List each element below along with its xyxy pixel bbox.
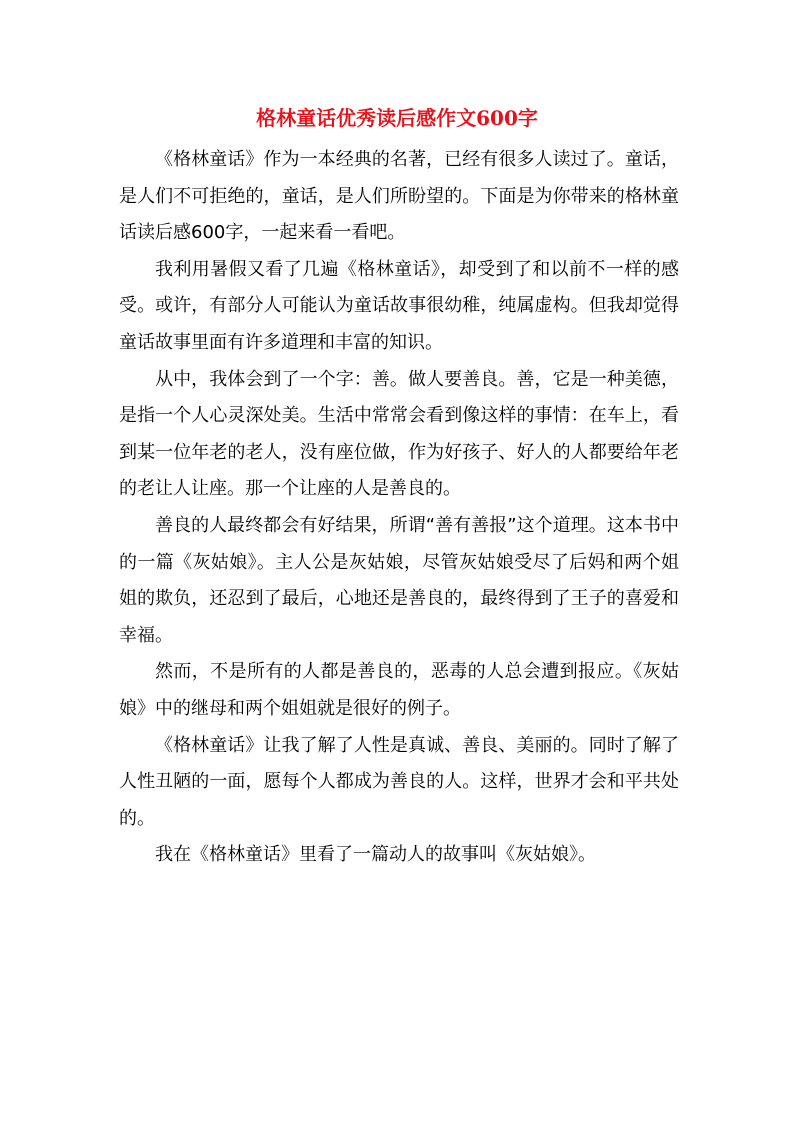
paragraph-3: 从中，我体会到了一个字：善。做人要善良。善，它是一种美德，是指一个人心灵深处美。生活中常常会看到像这样的事情：在车上，看到某一位年老的老人，没有座位做，作为好孩子、好人的人都要给年老的老让人让座。那一个让座的人是善良的。 [119, 368, 679, 500]
paragraph-5: 然而，不是所有的人都是善良的，恶毒的人总会遭到报应。《灰姑娘》中的继母和两个姐姐就是很好的例子。 [119, 661, 679, 719]
paragraph-2: 我利用暑假又看了几遍《格林童话》，却受到了和以前不一样的感受。或许，有部分人可能认为童话故事很幼稚，纯属虚构。但我却觉得童话故事里面有许多道理和丰富的知识。 [119, 258, 679, 353]
paragraph-1: 《格林童话》作为一本经典的名著，已经有很多人读过了。童话，是人们不可拒绝的，童话，是人们所盼望的。下面是为你带来的格林童话读后感600字，一起来看一看吧。 [119, 149, 679, 244]
document-body [119, 142, 679, 874]
paragraph-7: 我在《格林童话》里看了一篇动人的故事叫《灰姑娘》。 [155, 844, 596, 866]
paragraph-4: 善良的人最终都会有好结果，所谓“善有善报”这个道理。这本书中的一篇《灰姑娘》。主人公是灰姑娘，尽管灰姑娘受尽了后妈和两个姐姐的欺负，还忍到了最后，心地还是善良的，最终得到了王子的喜爱和幸福。 [119, 514, 679, 646]
paragraph-6: 《格林童话》让我了解了人性是真诚、善良、美丽的。同时了解了人性丑陋的一面，愿每个人都成为善良的人。这样，世界才会和平共处的。 [119, 734, 679, 829]
document-title: 格林童话优秀读后感作文600字 [256, 106, 538, 130]
